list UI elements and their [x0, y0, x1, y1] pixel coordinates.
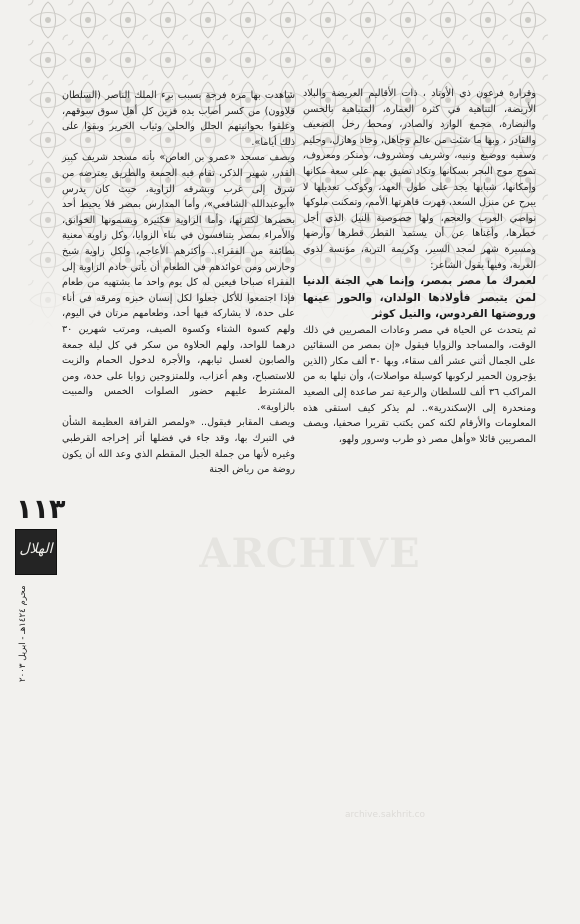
- archive-watermark-url: archive.sakhrit.co: [345, 810, 426, 820]
- paragraph-cemeteries: ويصف المقابر فيقول.. «ولمصر القرافة العظيمة الشأن في التبرك بها، وقد جاء في فضلها أثر إخراجه القرطبي وغيره لأنها من جملة الجبل المقطم الذي وعد الله أن يكون روضة من رياض الجنة: [62, 417, 295, 476]
- paragraph-celebration: شاهدت بها مرة فرجة بسبب برء الملك الناصر (السلطان قلاوون) من كسر أصاب يده فزين كل أهل سوق سوقهم، وعلقوا بحوانيتهم الحلل والحلي وثياب الحرير وبقوا على ذلك أياما».: [62, 90, 295, 148]
- logo-text: الهلال: [19, 541, 53, 557]
- page-number: ١١٣: [16, 494, 66, 525]
- article-column-left: [62, 88, 295, 478]
- paragraph-cairo-description: وقرارة فرعون ذي الأوتاد ، ذات الأقاليم العريضة والبلاد الأريضة، التناهية في كثرة العمارة، المتباهية بالحسن والنضارة، مجمع الوارد والصادر، ومحط رحل الضعيف والقادر ، وبها ما شئت من عالم وجاهل، وجاد وهازل، وحليم وسفيه ووضيع ونبيه، وشريف ومشروف، ومنكر ومعروف، تموج موج البحر بسكانها وتكاد تضيق بهم على سعة مكانها وإمكانها، شبابها يجد على طول العهد، وكوكب تعديلها لا يبرح عن منزل السعد، قهرت قاهرتها الأمم، وتمكنت ملوكها نواصي العرب والعجم، ولها خصوصية النيل الذي أجل خطرها، وأغناها عن أن يستمد القطر قطرها وأرضها ومسيرة شهر لمجد السير، وكريمة التربة، مؤنسة لذوي الغربة، وفيها يقول الشاعر:: [303, 88, 536, 271]
- poem-verse: لعمرك ما مصر بمصر، وإنما هي الجنة الدنيا لمن يتبصر فأولادها الولدان، والحور عينها وروضتها الفردوس، والنيل كوثر: [303, 275, 536, 321]
- paragraph-life-in-egypt: ثم يتحدث عن الحياة في مصر وعادات المصريين في ذلك الوقت، والمساجد والزوايا فيقول «إن بمصر من السقائين على الجمال أثني عشر ألف سقاء، وبها ٣٠ ألف مكار (الذين يؤجرون الحمير لركوبها كوسيلة مواصلات)، وأن نيلها به من المراكب ٣٦ ألف للسلطان والرعية تمر صاعدة إلى الصعيد ومنحدرة إلى الإسكندرية».. لم يذكر كيف استقى هذه المعلومات والأرقام لكنه كمن يكتب تقريرا صحفيا، ويصف المصريين قائلا «وأهل مصر ذو طرب وسرور ولهو،: [303, 324, 536, 445]
- archive-watermark: ARCHIVE: [199, 530, 421, 577]
- issue-date: محرم ١٤٢٤هـ - ابريل ٢٠٠٣: [18, 585, 28, 682]
- paragraph-amr-mosque: ويصف مسجد «عمرو بن العاص» بأنه مسجد شريف كبير القدر، شهير الذكر، تقام فيه الجمعة والطريق يعترضه من شرق إلى غرب وبشرقه الزاوية، حيث كان يدرس «أبوعبدالله الشافعي»، وأما المدارس بمصر فلا يحيط أحد بحصرها لكثرتها، وأما الزاوية فكثيرة ويسمونها الخوانق، والأمراء بمصر يتنافسون في بناء الزوايا، وكل زاوية معنية بطائفة من الفقراء.. وأكثرهم الأعاجم، ولكل زاوية شيخ وحارس ومن عوائدهم في الطعام أن يأتي خادم الزاوية إلى الفقراء صباحا فيعين له كل يوم واحد ما يشتهيه من طعام فإذا اجتمعوا للأكل جعلوا لكل إنسان خبزه ومرقه في أناء على حدة، لا يشاركه فيها أحد، وطعامهم مرتان في اليوم، ولهم كسوة الشتاء وكسوة الصيف، ومرتب شهرين ٣٠ درهما للواحد، ولهم الحلاوة من سكر في كل ليلة جمعة والصابون لغسل ثيابهم، والأجرة لدخول الحمام والزيت للاستصباح، وهم أعزاب، وللمتزوجين زوايا على حدة، ومن المشترط عليهم حضور الصلوات الخمس والمبيت بالزاوية».: [62, 152, 295, 413]
- al-hilal-logo: [15, 529, 57, 575]
- article-column-right: [303, 86, 536, 447]
